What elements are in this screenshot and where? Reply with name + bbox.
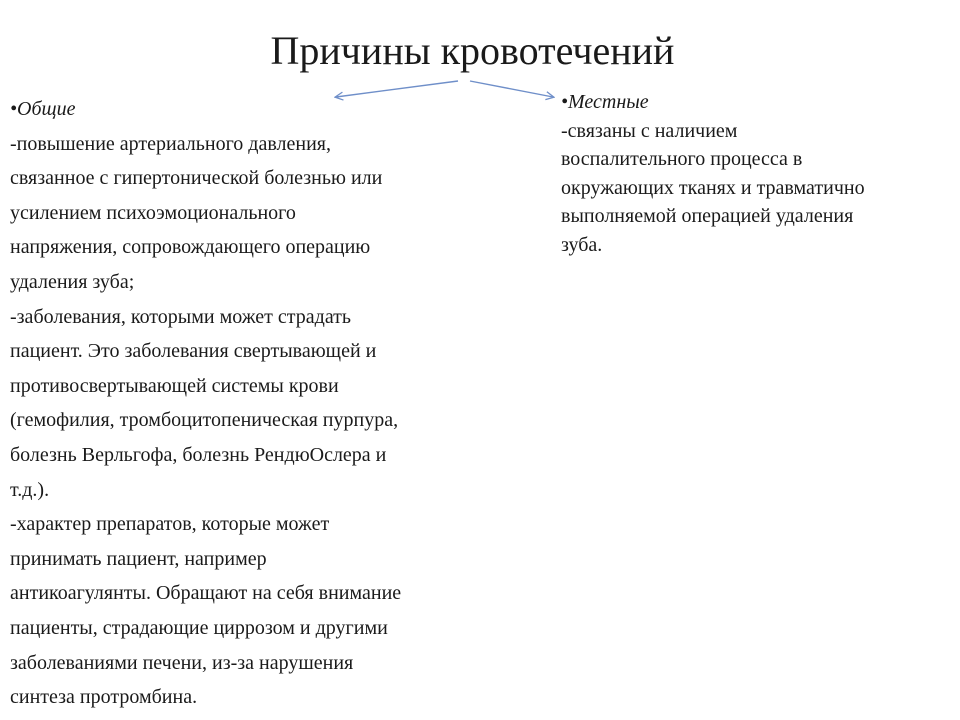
general-causes-block xyxy=(10,92,500,715)
text-line: зуба. xyxy=(561,233,603,256)
text-line: воспалительного процесса в xyxy=(561,148,803,170)
text-line: принимать пациент, например xyxy=(10,547,267,570)
text-line: окружающих тканях и травматично xyxy=(561,176,865,199)
text-line: болезнь Верльгофа, болезнь РендюОслера и xyxy=(10,443,387,466)
text-line: противосвертывающей системы крови xyxy=(10,374,339,397)
text-line: -характер препаратов, которые может xyxy=(10,513,330,536)
text-line: синтеза протромбина. xyxy=(10,686,198,709)
text-line: антикоагулянты. Обращают на себя внимание xyxy=(10,582,402,605)
text-line: -связаны с наличием xyxy=(561,119,738,142)
text-line: выполняемой операцией удаления xyxy=(561,205,854,227)
local-causes-text xyxy=(561,117,951,260)
slide-title: Причины кровотечений xyxy=(270,28,675,73)
text-line: пациент. Это заболевания свертывающей и xyxy=(10,340,377,363)
text-line: заболеваниями печени, из-за нарушения xyxy=(10,651,354,674)
text-line: -повышение артериального давления, xyxy=(10,132,331,155)
text-line: усилением психоэмоционального xyxy=(10,201,296,224)
text-line: -заболевания, которыми может страдать xyxy=(10,305,352,328)
text-line: т.д.). xyxy=(10,478,50,501)
local-causes-block xyxy=(561,88,951,259)
general-causes-heading: •Общие xyxy=(10,98,76,120)
local-causes-heading: •Местные xyxy=(561,91,649,113)
general-causes-text xyxy=(10,127,500,715)
text-line: (гемофилия, тромбоцитопеническая пурпура, xyxy=(10,409,399,432)
text-line: пациенты, страдающие циррозом и другими xyxy=(10,616,388,639)
text-line: напряжения, сопровождающего операцию xyxy=(10,236,371,259)
text-line: удаления зуба; xyxy=(10,270,135,293)
text-line: связанное с гипертонической болезнью или xyxy=(10,167,383,190)
